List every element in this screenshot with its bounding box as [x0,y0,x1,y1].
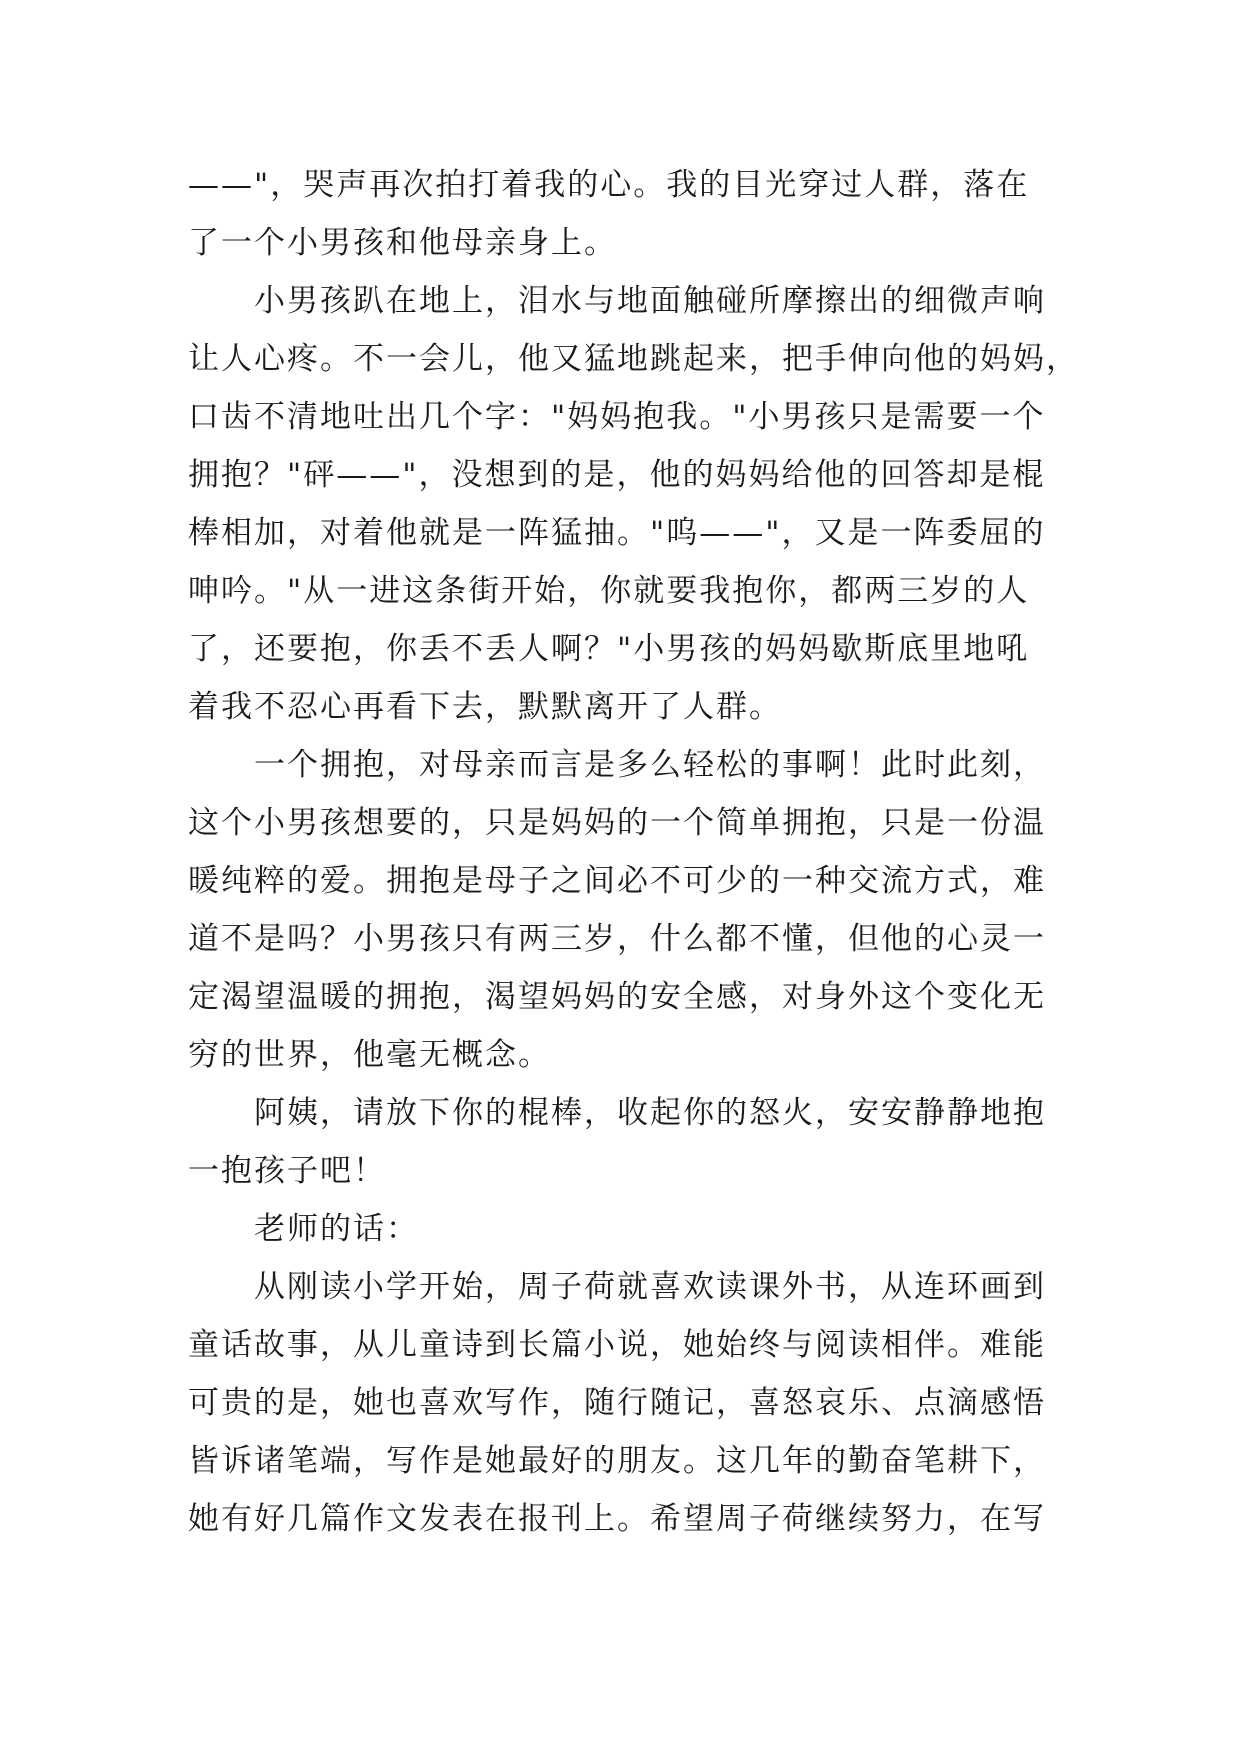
text-line: 童话故事，从儿童诗到长篇小说，她始终与阅读相伴。难能 [188,1327,1046,1363]
text-line: 着我不忍心再看下去，默默离开了人群。 [188,689,782,725]
text-line: 一抱孩子吧！ [188,1153,386,1189]
text-line: 棒相加，对着他就是一阵猛抽。"呜——"，又是一阵委屈的 [188,515,1046,551]
text-line: 呻吟。"从一进这条街开始，你就要我抱你，都两三岁的人 [188,573,1030,609]
text-line: ——"，哭声再次拍打着我的心。我的目光穿过人群，落在 [188,167,1030,203]
text-line: 这个小男孩想要的，只是妈妈的一个简单拥抱，只是一份温 [188,805,1046,841]
text-line: 了一个小男孩和他母亲身上。 [188,225,617,261]
text-line: 让人心疼。不一会儿，他又猛地跳起来，把手伸向他的妈妈， [188,341,1079,377]
text-line: 皆诉诸笔端，写作是她最好的朋友。这几年的勤奋笔耕下， [188,1443,1046,1479]
text-line: 拥抱？"砰——"，没想到的是，他的妈妈给他的回答却是棍 [188,457,1046,493]
text-line: 穷的世界，他毫无概念。 [188,1037,551,1073]
text-line: 道不是吗？小男孩只有两三岁，什么都不懂，但他的心灵一 [188,921,1046,957]
text-line: 小男孩趴在地上，泪水与地面触碰所摩擦出的细微声响 [254,283,1046,319]
text-line: 她有好几篇作文发表在报刊上。希望周子荷继续努力，在写 [188,1501,1046,1537]
text-line: 一个拥抱，对母亲而言是多么轻松的事啊！此时此刻， [254,747,1046,783]
text-line: 老师的话： [254,1211,419,1247]
text-line: 阿姨，请放下你的棍棒，收起你的怒火，安安静静地抱 [254,1095,1046,1131]
body-text [188,156,1079,1548]
text-line: 定渴望温暖的拥抱，渴望妈妈的安全感，对身外这个变化无 [188,979,1046,1015]
text-line: 口齿不清地吐出几个字："妈妈抱我。"小男孩只是需要一个 [188,399,1046,435]
text-line: 从刚读小学开始，周子荷就喜欢读课外书，从连环画到 [254,1269,1046,1305]
text-line: 可贵的是，她也喜欢写作，随行随记，喜怒哀乐、点滴感悟 [188,1385,1046,1421]
text-line: 了，还要抱，你丢不丢人啊？"小男孩的妈妈歇斯底里地吼 [188,631,1030,667]
text-line: 暖纯粹的爱。拥抱是母子之间必不可少的一种交流方式，难 [188,863,1046,899]
